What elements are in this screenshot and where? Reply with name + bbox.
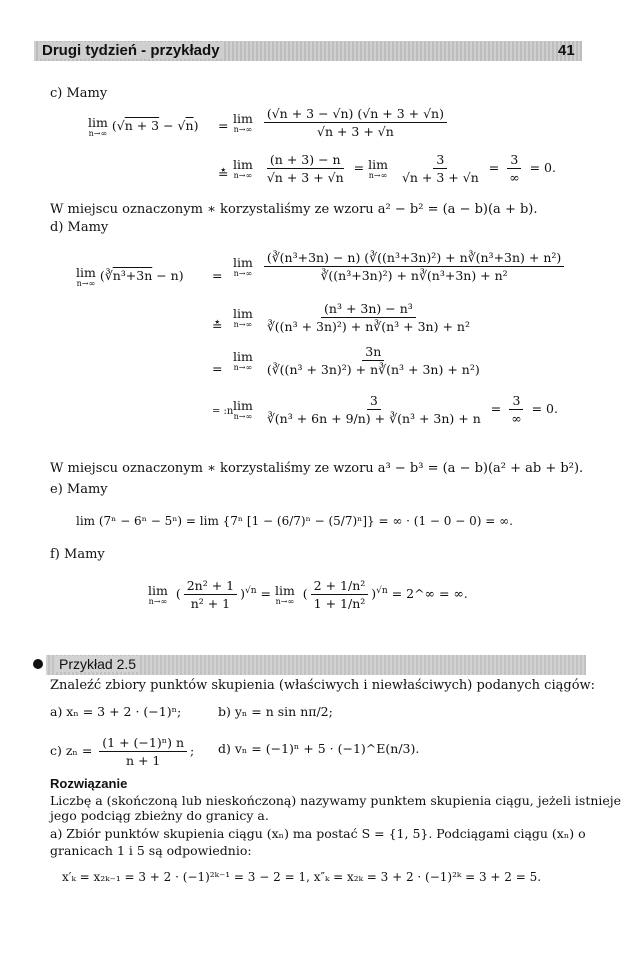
- solution-heading: Rozwiązanie: [50, 776, 128, 791]
- c-step2-den2: √n + 3 + √n: [401, 170, 479, 185]
- d-step4-end: = 0.: [531, 401, 558, 416]
- part-c-label: c) Mamy: [50, 86, 108, 101]
- c-step1-den: √n + 3 + √n: [317, 124, 394, 139]
- solution-p4: granicach 1 i 5 są odpowiednio:: [50, 843, 252, 858]
- d-step2: lim n→∞ $\frac{\text{(n³ + 3n) − n³}}{\text{∛((n³ + 3n)²) + n∛(n³ + 3n) + n²}}$: [233, 301, 476, 334]
- c-note: W miejscu oznaczonym ∗ korzystaliśmy ze wzoru a² − b² = (a − b)(a + b).: [50, 202, 538, 217]
- c-step2-num2: 3: [433, 152, 447, 169]
- f-left-den: n² + 1: [190, 596, 231, 611]
- example-c-den: n + 1: [125, 753, 161, 768]
- c-eq2: ≛: [218, 166, 229, 181]
- solution-p1: Liczbę a (skończoną lub nieskończoną) nazywamy punktem skupienia ciągu, jeżeli istnieje: [50, 793, 622, 808]
- c-step1: lim n→∞ $\frac{(√n + 3 - √n) (√n + 3 + √n)}{√n + 3 + √n}$: [233, 106, 450, 139]
- d-step1-num: (∛(n³+3n) − n) (∛((n³+3n)²) + n∛(n³+3n) + n²): [264, 250, 564, 267]
- solution-p5: x′ₖ = x₂ₖ₋₁ = 3 + 2 · (−1)²ᵏ⁻¹ = 3 − 2 = 1, x″ₖ = x₂ₖ = 3 + 2 · (−1)²ᵏ = 3 + 2 = 5.: [62, 870, 542, 884]
- part-e-label: e) Mamy: [50, 482, 108, 497]
- d-step2-den: ∛((n³ + 3n)²) + n∛(n³ + 3n) + n²: [266, 319, 470, 334]
- d-step4: lim n→∞ $\frac{3}{\text{∛(n³ + 6n + 9/n) + ∛(n³ + 3n) + n}}$ = $\frac{3}{\infty}$ = 0.: [233, 393, 558, 426]
- example-a: a) xₙ = 3 + 2 · (−1)ⁿ;: [50, 704, 182, 719]
- example-c-pre: c) zₙ =: [50, 743, 93, 758]
- c-step2-end: = 0.: [529, 160, 556, 175]
- d-step4-tail: 3: [509, 393, 523, 410]
- header-title: Drugi tydzień - przykłady: [38, 42, 224, 59]
- d-step2-num: (n³ + 3n) − n³: [321, 301, 416, 318]
- d-step4-den: ∛(n³ + 6n + 9/n) + ∛(n³ + 3n) + n: [266, 411, 481, 426]
- solution-p3: a) Zbiór punktów skupienia ciągu (xₙ) ma postać S = {1, 5}. Podciągami ciągu (xₙ) o: [50, 826, 586, 841]
- bullet-icon: [33, 659, 43, 669]
- d-step1-den: ∛((n³+3n)²) + n∛(n³+3n) + n²: [320, 268, 508, 283]
- c-limit-left: lim n→∞ (√n + 3 − √n): [88, 115, 199, 138]
- page-number: 41: [558, 42, 575, 59]
- c-step2-num: (n + 3) − n: [267, 152, 344, 169]
- example-b: b) yₙ = n sin nπ/2;: [218, 704, 333, 719]
- d-step3-num: 3n: [362, 344, 384, 361]
- d-step3-den: (∛((n³ + 3n)²) + n∛(n³ + 3n) + n²): [266, 362, 480, 377]
- f-formula: lim n→∞ ( $\frac{\text{2n² + 1}}{\text{n² + 1}}$ )$^{√n}$ = lim n→∞ ( $\frac{\text{2 + 1/n²}}{\text{1 + 1/n²}}$ )$^{√n}$ = 2^∞ = ∞.: [148, 578, 468, 611]
- c-step1-num: (√n + 3 − √n) (√n + 3 + √n): [264, 106, 447, 123]
- d-step4-tail-den: ∞: [511, 411, 522, 426]
- c-eq1: =: [218, 118, 229, 133]
- f-left-num: 2n² + 1: [184, 578, 237, 595]
- example-d: d) vₙ = (−1)ⁿ + 5 · (−1)^E(n/3).: [218, 741, 420, 756]
- e-formula: lim (7ⁿ − 6ⁿ − 5ⁿ) = lim {7ⁿ [1 − (6/7)ⁿ − (5/7)ⁿ]} = ∞ · (1 − 0 − 0) = ∞.: [76, 514, 513, 528]
- part-d-label: d) Mamy: [50, 220, 109, 235]
- d-step3: lim n→∞ $\frac{3n}{\text{(∛((n³ + 3n)²) + n∛(n³ + 3n) + n²)}}$: [233, 344, 486, 377]
- f-right-num: 2 + 1/n²: [311, 578, 369, 595]
- d-step1: lim n→∞ $\frac{\text{(∛(n³+3n) − n) (∛((n³+3n)²) + n∛(n³+3n) + n²)}}{\text{∛((n³+3n)²) + n∛(n³+3n) + n²}}$: [233, 250, 567, 283]
- d-limit-left: lim n→∞ (∛n³+3n − n): [76, 265, 184, 288]
- c-step2-den: √n + 3 + √n: [266, 170, 344, 185]
- d-step4-num: 3: [367, 393, 381, 410]
- d-eq4: = :n: [212, 406, 234, 417]
- c-step2: lim n→∞ $\frac{(n + 3) - n}{√n + 3 + √n}$ = lim n→∞ $\frac{3}{√n + 3 + √n}$ = $\frac{3}{\infty}$ = 0.: [233, 152, 556, 185]
- f-exp-right: √n: [376, 585, 388, 596]
- example-task: Znaleźć zbiory punktów skupienia (właściwych i niewłaściwych) podanych ciągów:: [50, 678, 596, 693]
- part-f-label: f) Mamy: [50, 547, 105, 562]
- example-title: Przykład 2.5: [56, 656, 139, 672]
- c-step2-tail-den: ∞: [509, 170, 520, 185]
- d-eq3: =: [212, 361, 223, 376]
- f-end: = 2^∞ = ∞.: [391, 586, 468, 601]
- example-c-num: (1 + (−1)ⁿ) n: [99, 735, 187, 752]
- f-exp-left: √n: [245, 585, 257, 596]
- solution-p2: jego podciąg zbieżny do granicy a.: [50, 808, 269, 823]
- f-right-den: 1 + 1/n²: [313, 596, 366, 611]
- d-eq2: ≛: [212, 318, 223, 333]
- d-eq1: =: [212, 268, 223, 283]
- d-note: W miejscu oznaczonym ∗ korzystaliśmy ze wzoru a³ − b³ = (a − b)(a² + ab + b²).: [50, 461, 584, 476]
- example-c: c) zₙ = $\frac{\text{(1 + (−1)ⁿ) n}}{n + 1}$ ;: [50, 735, 195, 768]
- c-step2-tail: 3: [507, 152, 521, 169]
